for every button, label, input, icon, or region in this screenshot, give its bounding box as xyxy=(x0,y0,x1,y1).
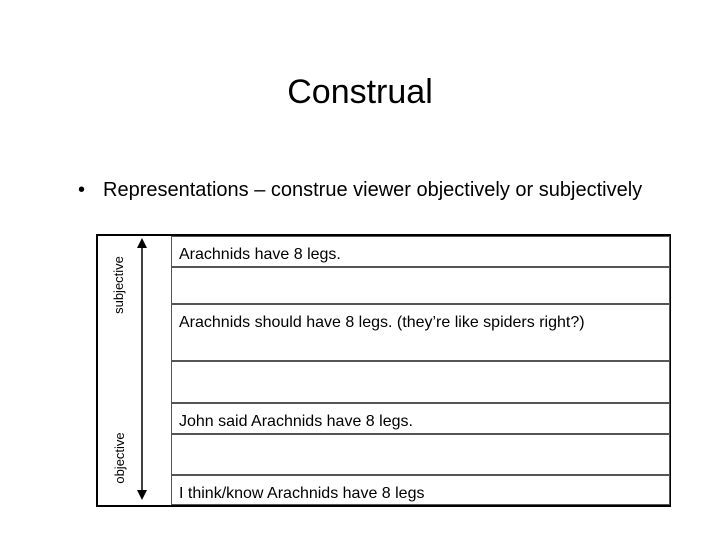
list-item xyxy=(171,267,670,304)
list-item xyxy=(171,361,670,403)
list-item xyxy=(171,236,670,267)
subjective-label: subjective xyxy=(111,256,126,314)
row-text: I think/know Arachnids have 8 legs xyxy=(179,485,425,502)
double-arrow-icon xyxy=(136,238,148,500)
row-text: Arachnids should have 8 legs. (they’re like spiders right?) xyxy=(179,314,585,331)
slide-title: Construal xyxy=(287,73,433,111)
bullet-text: Representations – construe viewer objectively or subjectively xyxy=(103,179,643,201)
list-item xyxy=(171,403,670,434)
row-text: John said Arachnids have 8 legs. xyxy=(179,413,413,430)
objective-label: objective xyxy=(112,432,127,484)
row-text: Arachnids have 8 legs. xyxy=(179,246,341,263)
list-item xyxy=(171,304,670,361)
bullet-marker: • xyxy=(78,179,86,201)
list-item xyxy=(171,434,670,475)
list-item xyxy=(171,475,670,505)
